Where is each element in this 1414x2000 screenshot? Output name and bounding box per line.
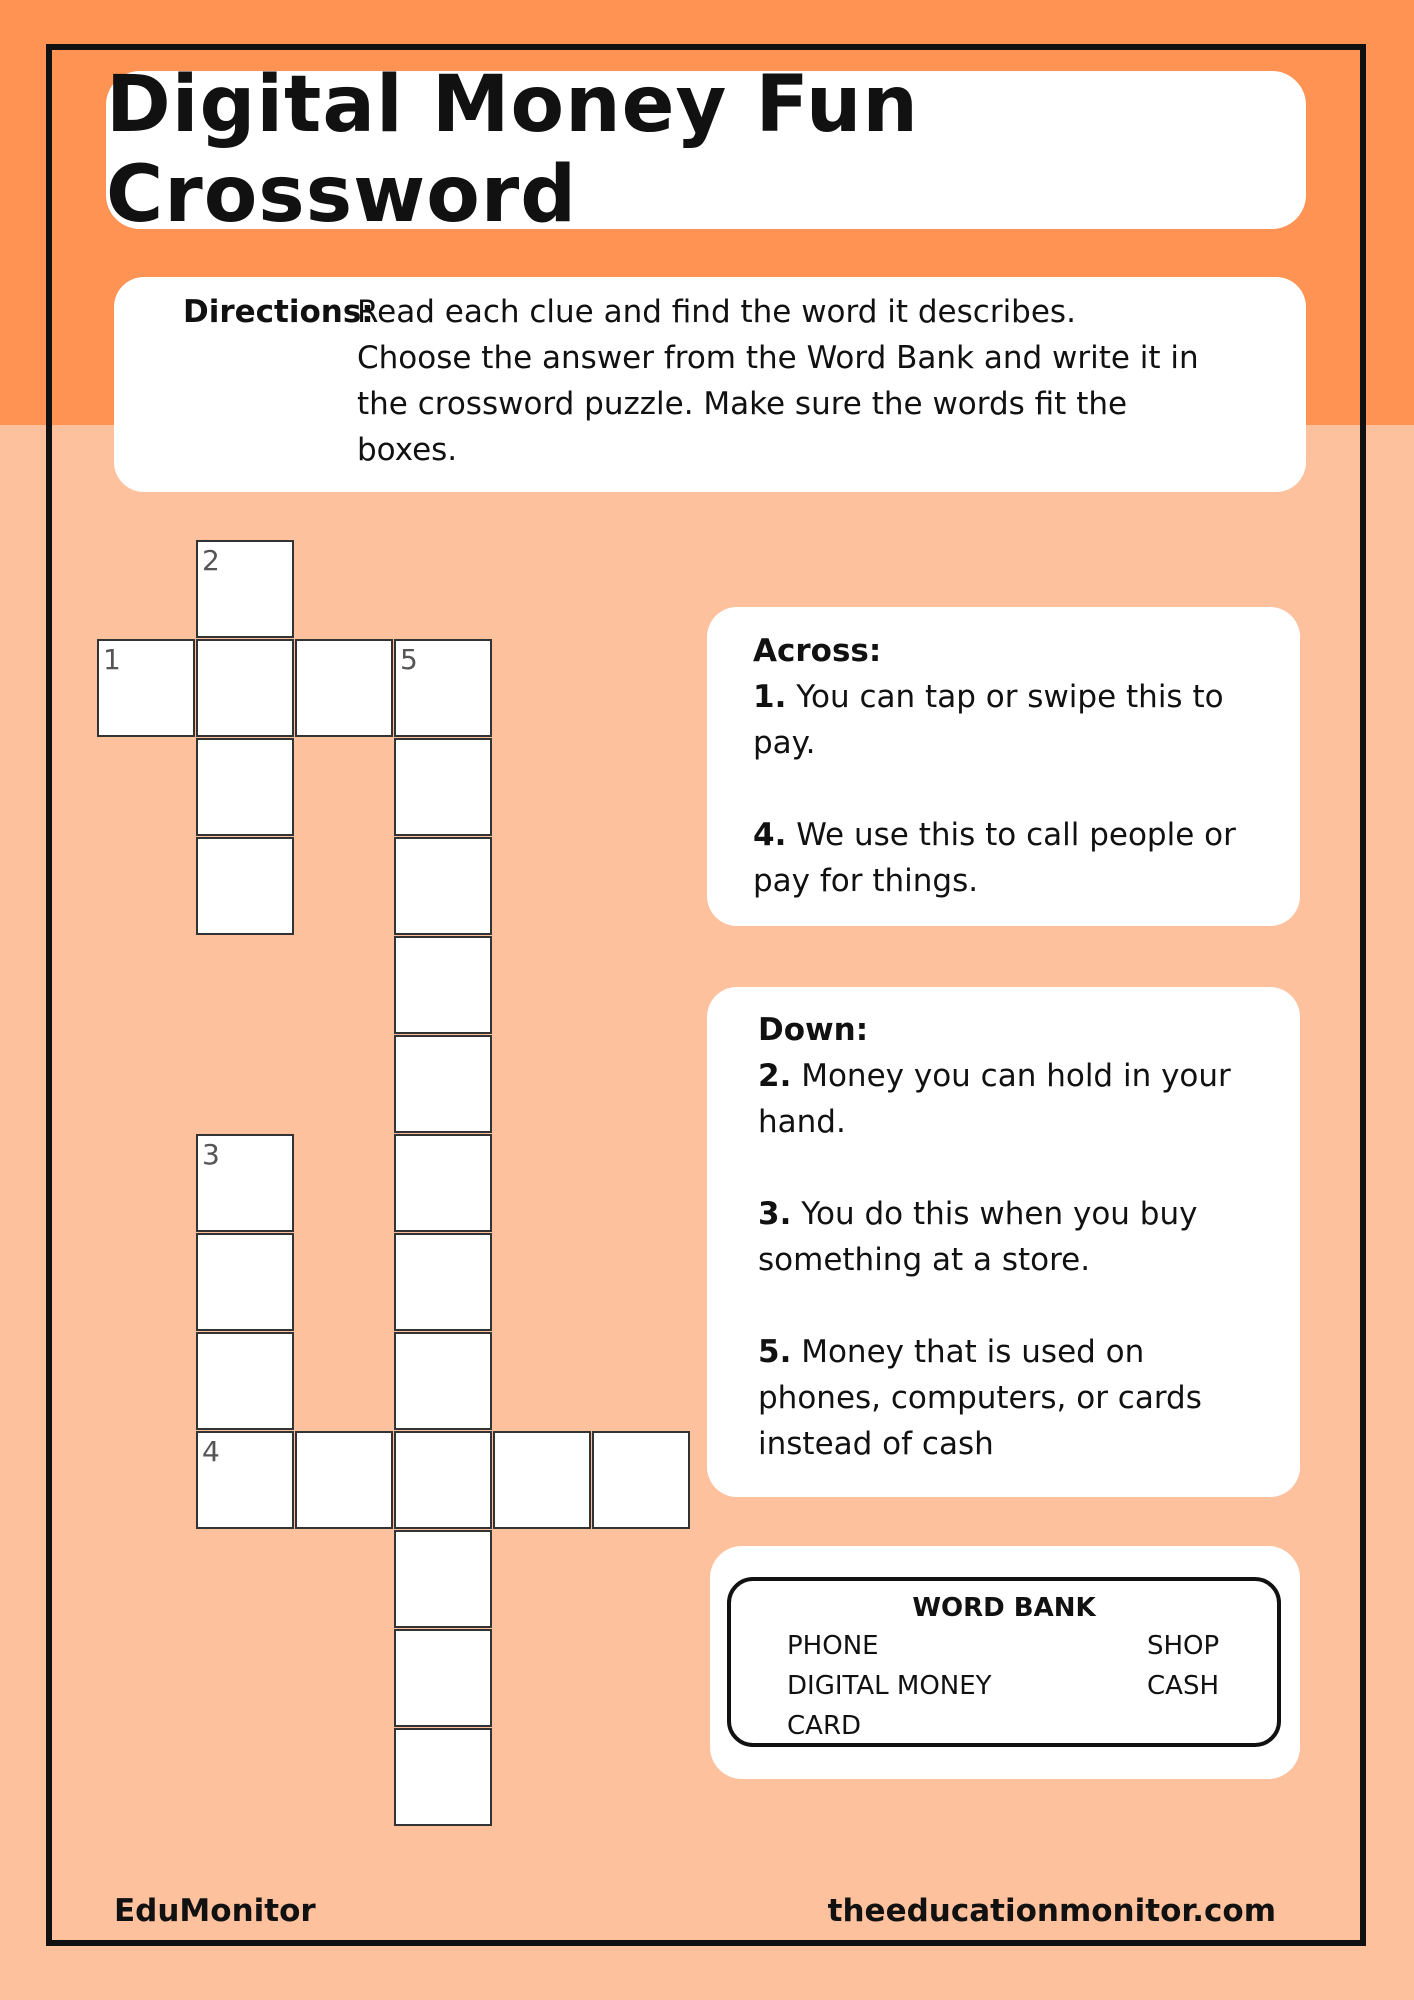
crossword-cell[interactable] — [394, 639, 492, 737]
word-bank-title: WORD BANK — [912, 1593, 1096, 1623]
directions-line: boxes. — [357, 432, 458, 468]
crossword-cell[interactable] — [394, 1134, 492, 1232]
crossword-cell[interactable] — [394, 1530, 492, 1628]
footer-site[interactable]: theeducationmonitor.com — [827, 1893, 1276, 1929]
crossword-cell[interactable] — [295, 1431, 393, 1529]
crossword-cell[interactable] — [394, 738, 492, 836]
word-bank-word: PHONE — [787, 1631, 879, 1661]
crossword-cell[interactable] — [394, 837, 492, 935]
crossword-cell[interactable] — [295, 639, 393, 737]
clue-number: 1 — [103, 643, 121, 676]
directions-line: Read each clue and find the word it describes. — [357, 294, 1076, 330]
crossword-cell[interactable] — [493, 1431, 591, 1529]
word-bank-word: DIGITAL MONEY — [787, 1671, 992, 1701]
directions-label: Directions: — [183, 294, 374, 330]
crossword-cell[interactable] — [394, 1332, 492, 1430]
crossword-cell[interactable] — [394, 936, 492, 1034]
clue-number: 2 — [202, 544, 220, 577]
clue-2: 2. Money you can hold in your — [758, 1058, 1231, 1094]
clue-5-cont: instead of cash — [758, 1426, 994, 1462]
crossword-cell[interactable] — [592, 1431, 690, 1529]
directions-line: Choose the answer from the Word Bank and write it in — [357, 340, 1199, 376]
crossword-cell[interactable] — [196, 639, 294, 737]
crossword-cell[interactable] — [394, 1728, 492, 1826]
word-bank-word: CASH — [1147, 1671, 1219, 1701]
crossword-cell[interactable] — [196, 1134, 294, 1232]
crossword-cell[interactable] — [196, 837, 294, 935]
crossword-cell[interactable] — [394, 1431, 492, 1529]
clue-5: 5. Money that is used on — [758, 1334, 1145, 1370]
title-box — [106, 60, 1306, 240]
footer-brand: EduMonitor — [114, 1893, 316, 1929]
down-heading: Down: — [758, 1012, 869, 1048]
directions-text — [357, 289, 1257, 473]
directions-line: the crossword puzzle. Make sure the words fit the — [357, 386, 1128, 422]
across-heading: Across: — [753, 633, 882, 669]
word-bank — [727, 1577, 1281, 1747]
across-clues — [753, 628, 1283, 904]
crossword-cell[interactable] — [196, 1332, 294, 1430]
crossword-cell[interactable] — [97, 639, 195, 737]
clue-number: 5 — [400, 643, 418, 676]
word-bank-word: SHOP — [1147, 1631, 1220, 1661]
word-bank-word: CARD — [787, 1711, 862, 1741]
crossword-cell[interactable] — [196, 540, 294, 638]
page-title: Digital Money Fun Crossword — [106, 60, 919, 240]
clue-1-cont: pay. — [753, 725, 816, 761]
clue-4: 4. We use this to call people or — [753, 817, 1236, 853]
clue-3: 3. You do this when you buy — [758, 1196, 1198, 1232]
crossword-cell[interactable] — [394, 1233, 492, 1331]
clue-1: 1. You can tap or swipe this to — [753, 679, 1224, 715]
clue-3-cont: something at a store. — [758, 1242, 1091, 1278]
crossword-cell[interactable] — [196, 738, 294, 836]
crossword-cell[interactable] — [394, 1629, 492, 1727]
crossword-cell[interactable] — [394, 1035, 492, 1133]
clue-2-cont: hand. — [758, 1104, 846, 1140]
down-clues — [758, 1007, 1288, 1467]
clue-number: 3 — [202, 1138, 220, 1171]
clue-number: 4 — [202, 1435, 220, 1468]
clue-4-cont: pay for things. — [753, 863, 979, 899]
clue-5-cont: phones, computers, or cards — [758, 1380, 1202, 1416]
crossword-cell[interactable] — [196, 1233, 294, 1331]
crossword-cell[interactable] — [196, 1431, 294, 1529]
